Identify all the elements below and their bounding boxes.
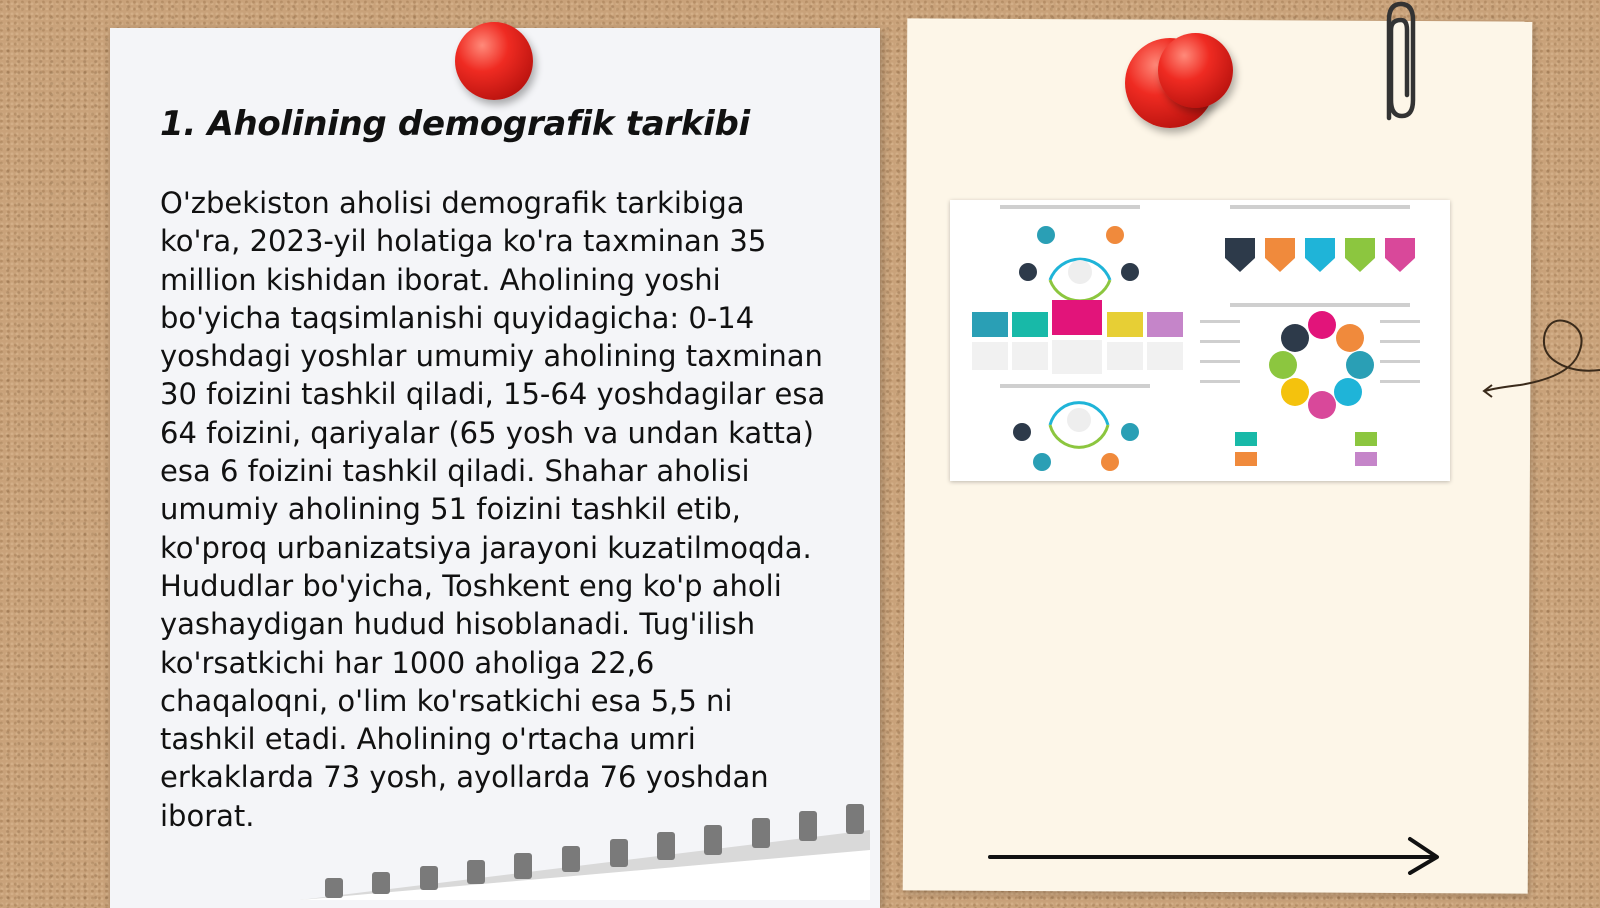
slide-title: 1. Aholining demografik tarkibi [160,104,750,144]
demographic-infographic-image [950,200,1450,481]
paperclip-icon [1375,0,1419,125]
arrow-right-icon [985,835,1445,875]
spiral-binding-decoration [300,800,870,900]
red-pushpin-left [455,22,533,100]
red-pushpin-right-top [1158,33,1233,108]
curly-arrow-doodle [1480,315,1600,405]
slide-paragraph: O'zbekiston aholisi demografik tarkibiga ko'ra, 2023-yil holatiga ko'ra taxminan 35 million kishidan iborat. Aholining yoshi bo'yicha taqsimlanishi quyidagicha: 0-14 yoshdagi yoshlar umumiy aholining taxminan 30 foizini tashkil qiladi, 15-64 yoshdagilar esa 64 foizini, qariyalar (65 yosh va undan katta) esa 6 foizini tashkil qiladi. Shahar aholisi umumiy aholining 51 foizini tashkil etib, ko'proq urbanizatsiya jarayoni kuzatilmoqda. Hududlar bo'yicha, Toshkent eng ko'p aholi yashaydigan hudud hisoblanadi. Tug'ilish ko'rsatkichi har 1000 aholiga 22,6 chaqaloqni, o'lim ko'rsatkichi esa 5,5 ni tashkil etadi. Aholining o'rtacha umri erkaklarda 73 yosh, ayollarda 76 yoshdan iborat. [160,186,826,833]
